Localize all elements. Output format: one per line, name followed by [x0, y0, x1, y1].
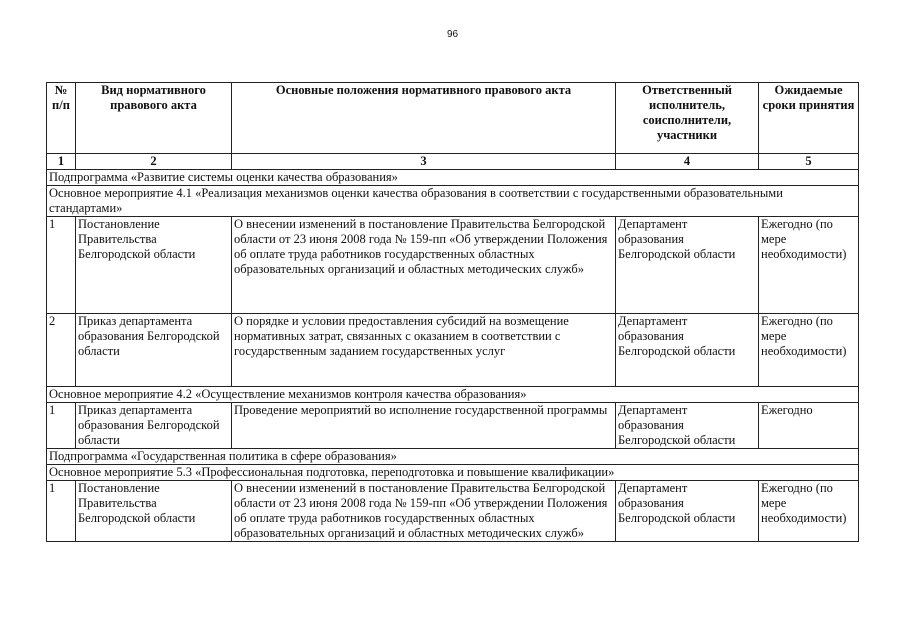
term: Ежегодно (по мере необходимости): [759, 314, 859, 387]
act-type: Постановление Правительства Белгородской области: [76, 481, 232, 542]
act-content: О порядке и условии предоставления субсидий на возмещение нормативных затрат, связанных с оказанием в соответствии с государственным заданием государственных услуг: [232, 314, 616, 387]
page-number: 96: [446, 29, 459, 40]
term: Ежегодно (по мере необходимости): [759, 217, 859, 314]
term: Ежегодно: [759, 403, 859, 449]
subprogram-title: Подпрограмма «Развитие системы оценки качества образования»: [47, 170, 859, 186]
header-row: [47, 83, 859, 154]
legal-acts-table: [46, 82, 859, 542]
row-number: 2: [47, 314, 76, 387]
section-row: [47, 387, 859, 403]
executor: Департамент образования Белгородской области: [616, 481, 759, 542]
act-content: О внесении изменений в постановление Правительства Белгородской области от 23 июня 2008 года № 159-пп «Об утверждении Положения об оплате труда работников государственных областных образовательных организаций и областных методических служб»: [232, 481, 616, 542]
header-cell: Основные положения нормативного правового акта: [232, 83, 616, 154]
column-number: 4: [616, 154, 759, 170]
act-content: О внесении изменений в постановление Правительства Белгородской области от 23 июня 2008 года № 159-пп «Об утверждении Положения об оплате труда работников государственных областных образовательных организаций и областных методических служб»: [232, 217, 616, 314]
header-cell: Вид нормативного правового акта: [76, 83, 232, 154]
header-cell: Ответственный исполнитель, соисполнители, участники: [616, 83, 759, 154]
row-number: 1: [47, 217, 76, 314]
column-number: 1: [47, 154, 76, 170]
term: Ежегодно (по мере необходимости): [759, 481, 859, 542]
executor: Департамент образования Белгородской области: [616, 403, 759, 449]
table-row: [47, 481, 859, 542]
act-type: Приказ департамента образования Белгородской области: [76, 314, 232, 387]
table-row: [47, 217, 859, 314]
measure-title: Основное мероприятие 4.2 «Осуществление механизмов контроля качества образования»: [47, 387, 859, 403]
executor: Департамент образования Белгородской области: [616, 217, 759, 314]
act-content: Проведение мероприятий во исполнение государственной программы: [232, 403, 616, 449]
measure-title: Основное мероприятие 4.1 «Реализация механизмов оценки качества образования в соответствии с государственными образовательными стандартами»: [47, 186, 859, 217]
row-number: 1: [47, 403, 76, 449]
section-row: [47, 449, 859, 465]
header-cell: Ожидаемые сроки принятия: [759, 83, 859, 154]
act-type: Приказ департамента образования Белгородской области: [76, 403, 232, 449]
measure-title: Основное мероприятие 5.3 «Профессиональная подготовка, переподготовка и повышение квалификации»: [47, 465, 859, 481]
executor: Департамент образования Белгородской области: [616, 314, 759, 387]
column-number: 3: [232, 154, 616, 170]
column-number: 5: [759, 154, 859, 170]
row-number: 1: [47, 481, 76, 542]
section-row: [47, 170, 859, 186]
section-row: [47, 186, 859, 217]
act-type: Постановление Правительства Белгородской области: [76, 217, 232, 314]
column-number: 2: [76, 154, 232, 170]
column-number-row: [47, 154, 859, 170]
section-row: [47, 465, 859, 481]
header-cell: № п/п: [47, 83, 76, 154]
table-row: [47, 314, 859, 387]
table-row: [47, 403, 859, 449]
subprogram-title: Подпрограмма «Государственная политика в сфере образования»: [47, 449, 859, 465]
